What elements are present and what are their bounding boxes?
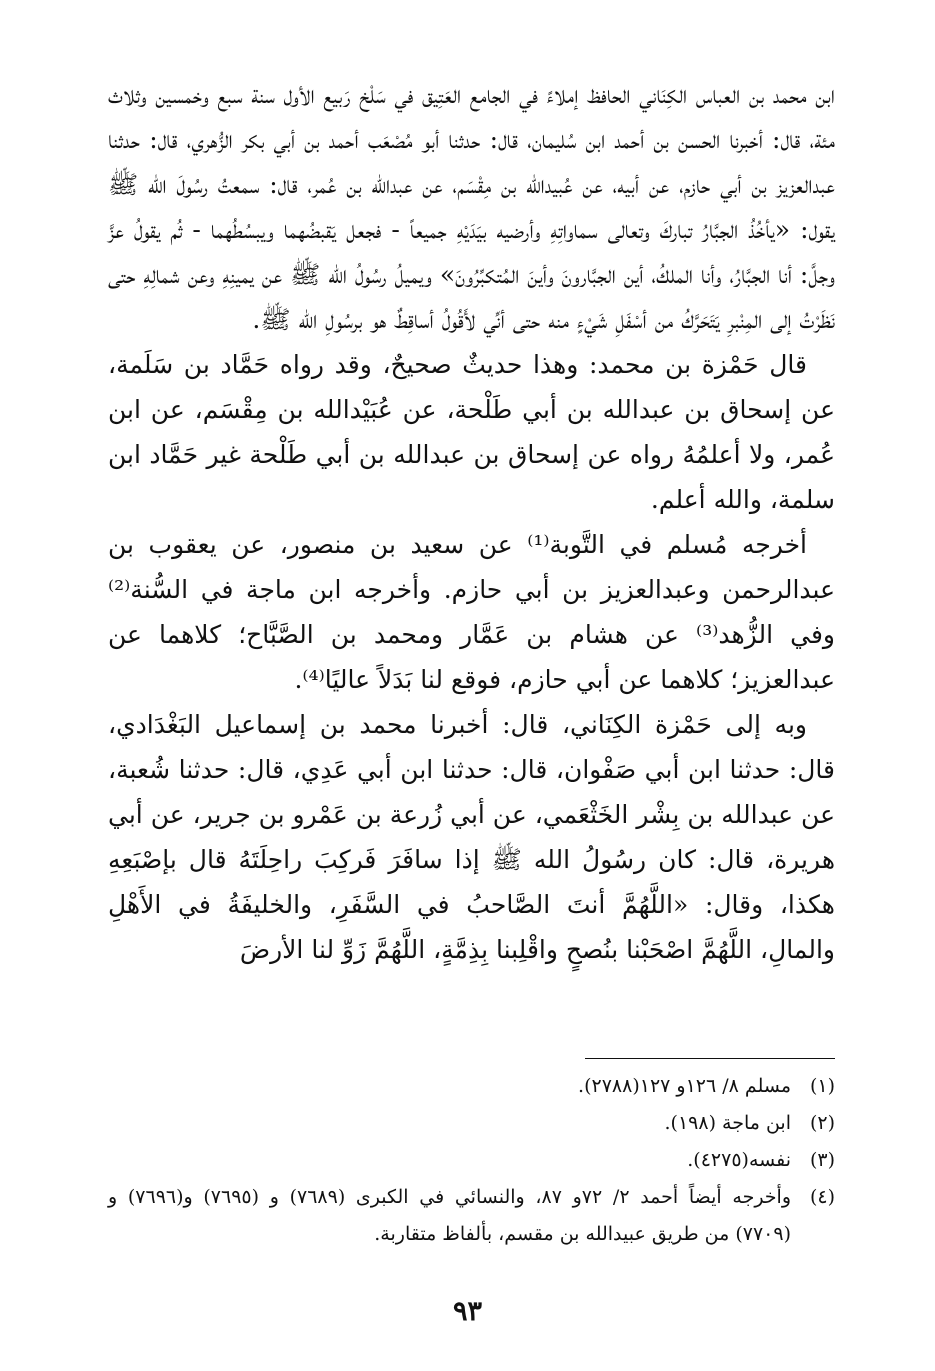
footnote-2 [108,1105,835,1142]
footnote-text: نفسه(٤٢٧٥). [687,1149,791,1171]
footnote-number: (١) [809,1075,835,1097]
footnote-number: (٢) [809,1112,835,1134]
paragraph-4: وبه إلى حَمْزة الكِنَاني، قال: أخبرنا محمد بن إسماعيل البَغْدَادي، قال: حدثنا ابن أبي صَفْوان، قال: حدثنا ابن أبي عَدِي، قال: حدثنا شُعبة، عن عبدالله بن بِشْر الخَثْعَمي، عن أبي زُرعة بن عَمْرو بن جرير، عن أبي هريرة، قال: كان رسُولُ الله ﷺ إذا سافَرَ فَركِبَ راحِلَتَهُ قال بإصْبَعِهِ هكذا، وقال: «اللَّهُمَّ أنتَ الصَّاحبُ في السَّفَرِ، والخليفَةُ في الأَهْلِ والمالِ، اللَّهُمَّ اصْحَبْنا بنُصحٍ واقْلِبنا بِذِمَّةٍ، اللَّهُمَّ زَوِّ لنا الأرضَ [108,710,835,964]
footnote-text: ابن ماجة (١٩٨). [664,1112,791,1134]
footnote-divider [585,1058,835,1059]
footnote-text: مسلم ٨/ ١٢٦و ١٢٧(٢٧٨٨). [578,1075,791,1097]
paragraph-2: قال حَمْزة بن محمد: وهذا حديثٌ صحيحٌ، وقد رواه حَمَّاد بن سَلَمة، عن إسحاق بن عبدالله بن أبي طَلْحة، عن عُبَيْدالله بن مِقْسَم، عن ابن عُمر، ولا أعلمُهُ رواه عن إسحاق بن عبدالله بن أبي طَلْحة غير حَمَّاد ابن سلمة، والله أعلم. [108,350,835,514]
footnote-4 [108,1179,835,1253]
page-number: ٩٣ [452,1296,482,1327]
footnote-text: وأخرجه أيضاً أحمد ٢/ ٧٢و ٨٧، والنسائي في الكبرى (٧٦٨٩) و (٧٦٩٥) و(٧٦٩٦) و (٧٧٠٩) من طريق عبيدالله بن مقسم، بألفاظ متقاربة. [108,1186,791,1245]
paragraph-3: أخرجه مُسلم في التَّوبة⁽¹⁾ عن سعيد بن منصور، عن يعقوب بن عبدالرحمن وعبدالعزيز بن أبي حازم. وأخرجه ابن ماجة في السُّنة⁽²⁾ وفي الزُّهد⁽³⁾ عن هشام بن عَمَّار ومحمد بن الصَّبَّاح؛ كلاهما عن عبدالعزيز؛ كلاهما عن أبي حازم، فوقع لنا بَدَلاً عاليًا⁽⁴⁾. [108,530,835,694]
footnote-1 [108,1068,835,1105]
footnote-number: (٣) [809,1149,835,1171]
paragraph-1: ابن محمد بن العباس الكِنَاني الحافظ إملاءً في الجامع العَتِيق في سَلْخ رَبيع الأول سنة سبع وخمسين وثلاث مئة، قال: أخبرنا الحسن بن أحمد ابن سُليمان، قال: حدثنا أبو مُصْعَب أحمد بن أبي بكر الزُّهري، قال: حدثنا عبدالعزيز بن أبي حازم، عن أبيه، عن عُبيدالله بن مِقْسَم، عن عبدالله بن عُمر، قال: سمعتُ رسُولَ الله ﷺ يقول: «يأخُذُ الجبَّارُ تباركَ وتعالى سماواتِهِ وأرضيه بيَدَيْهِ جميعاً - فجعل يَقبضُهما ويبسُطُهما - ثُم يقولُ عزَّ وجلَّ: أنا الجبَّارُ، وأنا الملكُ، أين الجبَّارونَ وأينَ المُتكبِّرُونَ» ويميلُ رسُولُ الله ﷺ عن يمينِهِ وعن شمالِهِ حتى نَظَرْتُ إلى المِنْبرِ يَتَحَرَّكُ من أسْفَلِ شَيْءٍ منه حتى أنِّي لأَقُولُ أساقِطٌ هو برسُولِ الله ﷺ. [107,80,835,334]
main-text [108,72,835,972]
footnote-3 [108,1142,835,1179]
footnote-number: (٤) [809,1186,835,1208]
footnotes [108,1068,835,1253]
